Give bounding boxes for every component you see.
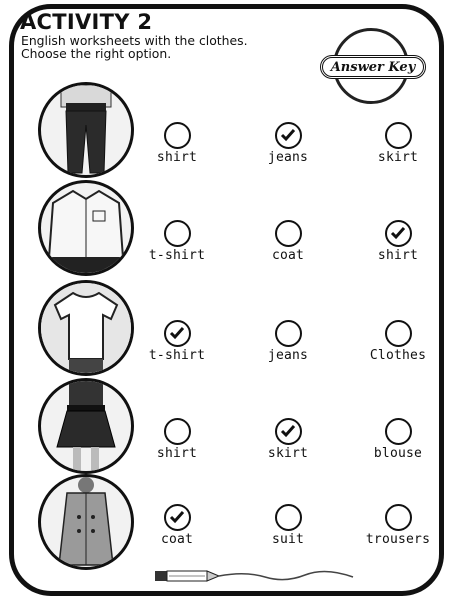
option-label: shirt [377,248,419,263]
option-label: coat [271,248,305,263]
option-checkbox[interactable] [164,320,191,347]
check-icon [280,424,296,438]
option-checkbox[interactable] [275,220,302,247]
option-checkbox[interactable] [275,122,302,149]
option-label: blouse [373,446,423,461]
option-label: jeans [267,348,309,363]
option-checkbox[interactable] [164,418,191,445]
option-3-3[interactable] [353,320,443,363]
check-icon [280,128,296,142]
option-2-2[interactable] [243,220,333,263]
option-label: t-shirt [148,248,206,263]
option-2-3[interactable] [353,220,443,263]
option-label: shirt [156,446,198,461]
option-checkbox[interactable] [164,122,191,149]
option-label: skirt [377,150,419,165]
jeans-icon [38,82,134,178]
option-checkbox[interactable] [385,504,412,531]
option-label: coat [160,532,194,547]
option-1-2[interactable] [243,122,333,165]
option-3-2[interactable] [243,320,333,363]
option-1-3[interactable] [353,122,443,165]
coat-icon [38,474,134,570]
option-4-2[interactable] [243,418,333,461]
option-label: t-shirt [148,348,206,363]
option-label: Clothes [369,348,427,363]
option-4-1[interactable] [132,418,222,461]
option-checkbox[interactable] [164,220,191,247]
option-checkbox[interactable] [385,220,412,247]
option-label: suit [271,532,305,547]
pencil-icon [155,567,355,587]
option-5-3[interactable] [353,504,443,547]
shirt-icon [38,180,134,276]
question-row-5 [0,474,455,570]
option-checkbox[interactable] [275,320,302,347]
question-row-3 [0,280,455,376]
option-checkbox[interactable] [385,320,412,347]
option-4-3[interactable] [353,418,443,461]
instructions-text: English worksheets with the clothes. Choose the right option. [21,33,248,61]
option-label: jeans [267,150,309,165]
question-row-2 [0,180,455,276]
option-checkbox[interactable] [275,504,302,531]
option-checkbox[interactable] [275,418,302,445]
option-label: trousers [365,532,431,547]
option-2-1[interactable] [132,220,222,263]
option-1-1[interactable] [132,122,222,165]
t-shirt-icon [38,280,134,376]
question-row-1 [0,82,455,178]
check-icon [169,326,185,340]
question-row-4 [0,378,455,474]
option-label: shirt [156,150,198,165]
option-5-1[interactable] [132,504,222,547]
option-5-2[interactable] [243,504,333,547]
option-3-1[interactable] [132,320,222,363]
check-icon [390,226,406,240]
option-checkbox[interactable] [385,418,412,445]
option-checkbox[interactable] [164,504,191,531]
option-label: skirt [267,446,309,461]
answer-key-label: Answer Key [320,55,426,79]
skirt-icon [38,378,134,474]
activity-title: ACTIVITY 2 [20,10,153,34]
option-checkbox[interactable] [385,122,412,149]
check-icon [169,510,185,524]
